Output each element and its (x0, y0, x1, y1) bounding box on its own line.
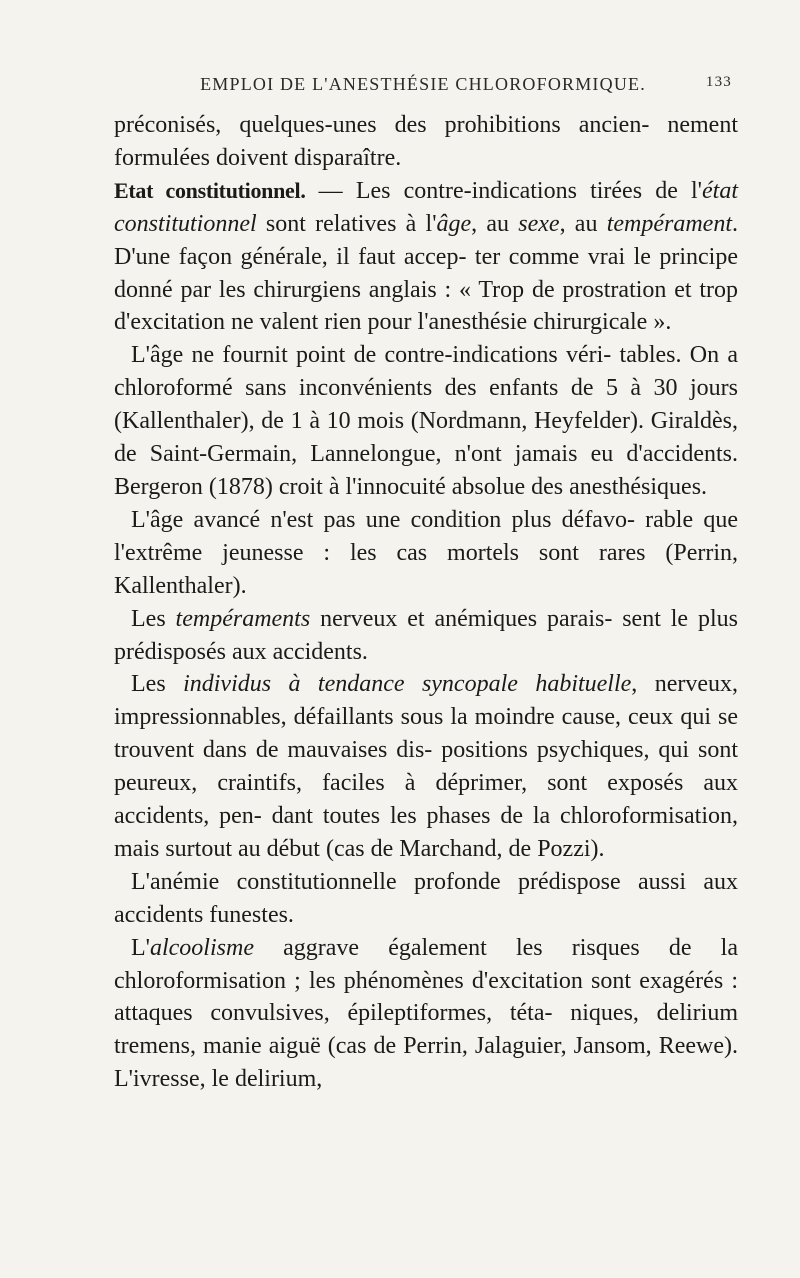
running-head (114, 74, 732, 96)
paragraph-3: L'âge ne fournit point de contre-indications véri- tables. On a chloroformé sans inconvénients des enfants de 5 à 30 jours (Kallenthaler), de 1 à 10 mois (Nordmann, Heyfelder). Giraldès, de Saint-Germain, Lannelongue, n'ont jamais eu d'accidents. Bergeron (1878) croit à l'innocuité absolue des anesthésiques. (114, 342, 738, 500)
page-number: 133 (705, 74, 732, 90)
body-text (114, 109, 738, 1096)
paragraph-1: préconisés, quelques-unes des prohibitions ancien- nement formulées doivent disparaître. (114, 112, 738, 171)
paragraph-2: Etat constitutionnel. — Les contre-indications tirées de l'état constitutionnel sont relatives à l'âge, au sexe, au tempérament. D'une façon générale, il faut accep- ter comme vrai le principe donné par les chirurgiens anglais : « Trop de prostration et trop d'excitation ne valent rien pour l'anesthésie chirurgicale ». (114, 177, 738, 336)
paragraph-8: L'alcoolisme aggrave également les risques de la chloroformisation ; les phénomènes d'excitation sont exagérés : attaques convulsives, épileptiformes, téta- niques, delirium tremens, manie aiguë (cas de Perrin, Jalaguier, Jansom, Reewe). L'ivresse, le delirium, (114, 934, 738, 1093)
section-heading-etat-constitutionnel: Etat constitutionnel. (114, 177, 306, 203)
paragraph-5: Les tempéraments nerveux et anémiques parais- sent le plus prédisposés aux accidents. (114, 605, 738, 665)
running-title: EMPLOI DE L'ANESTHÉSIE CHLOROFORMIQUE. (200, 74, 646, 94)
paragraph-7: L'anémie constitutionnelle profonde prédispose aussi aux accidents funestes. (114, 868, 738, 928)
paragraph-4: L'âge avancé n'est pas une condition plus défavo- rable que l'extrême jeunesse : les cas mortels sont rares (Perrin, Kallenthaler). (114, 506, 738, 599)
paragraph-6: Les individus à tendance syncopale habituelle, nerveux, impressionnables, défaillants sous la moindre cause, ceux qui se trouvent dans de mauvaises dis- positions psychiques, qui sont peureux, craintifs, faciles à déprimer, sont exposés aux accidents, pen- dant toutes les phases de la chloroformisation, mais surtout au début (cas de Marchand, de Pozzi). (114, 671, 739, 862)
